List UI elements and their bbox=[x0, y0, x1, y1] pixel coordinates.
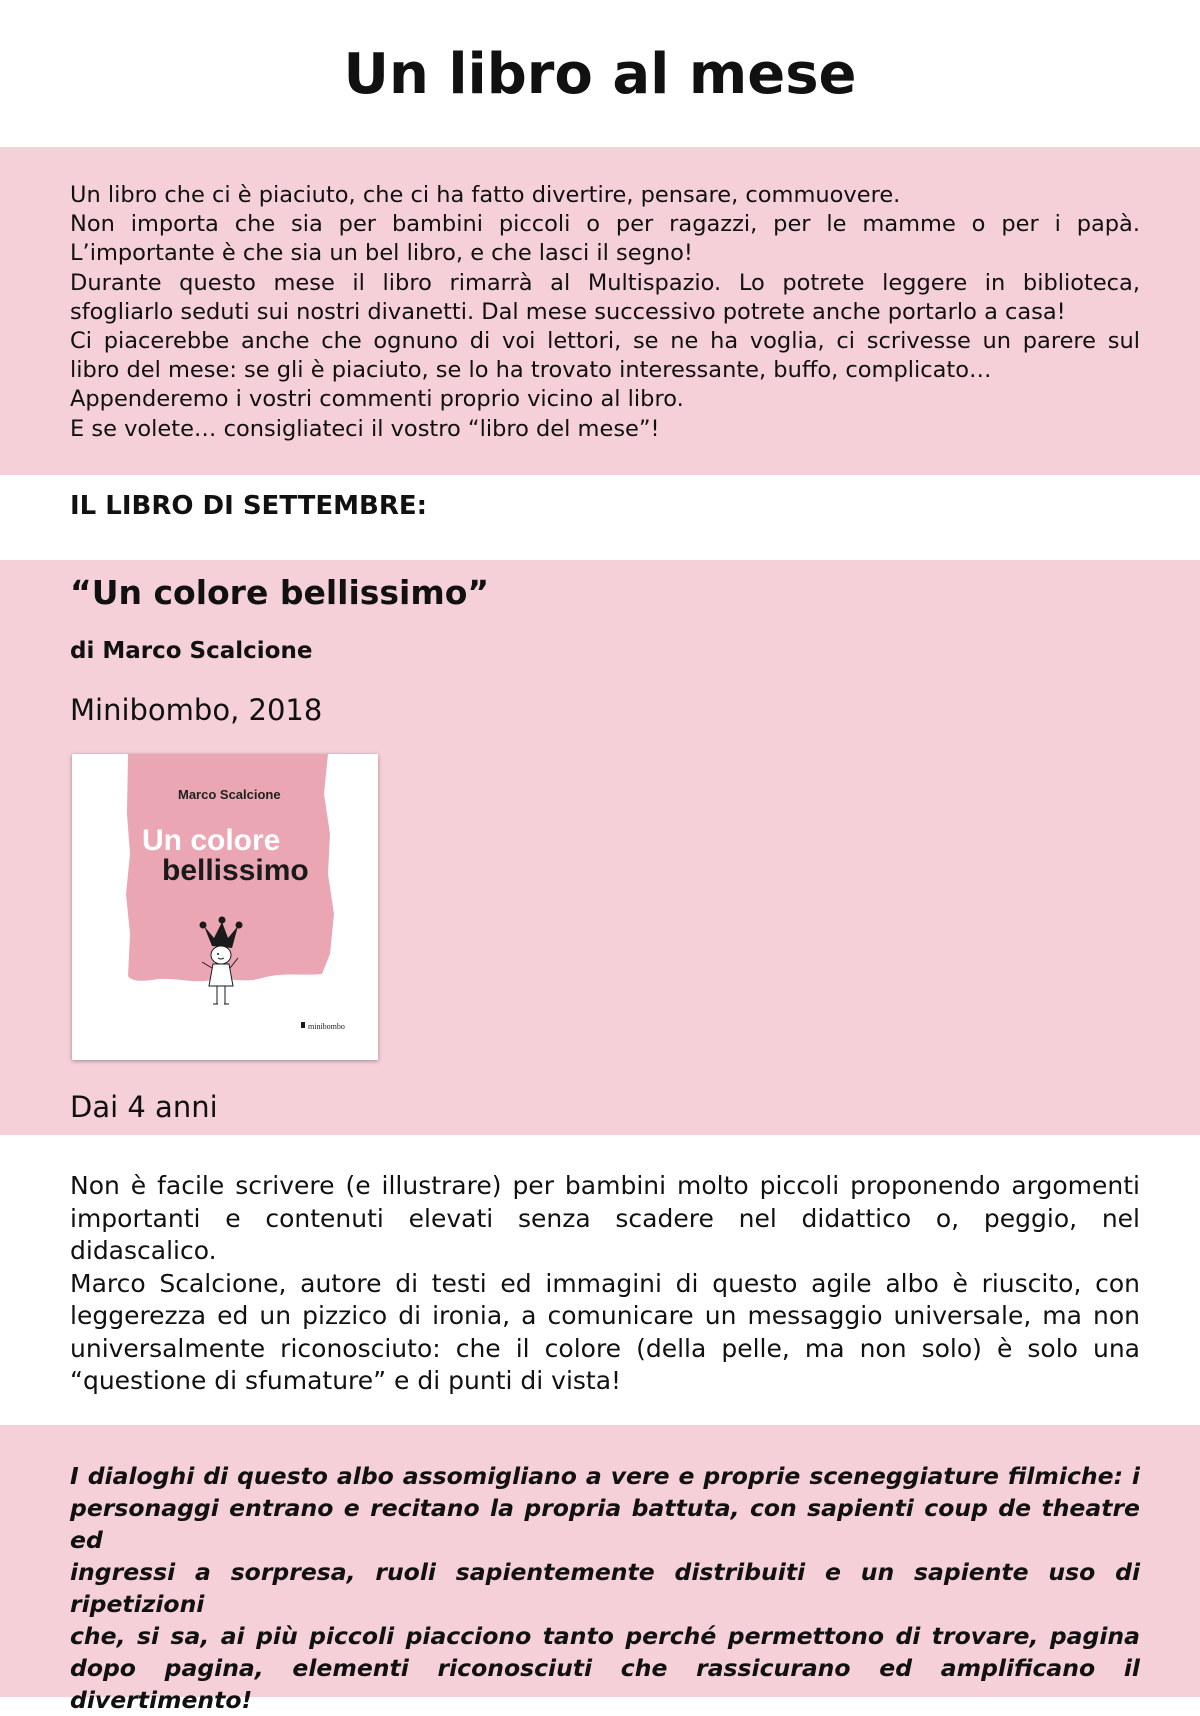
book-title: “Un colore bellissimo” bbox=[70, 573, 490, 612]
cover-publisher: minibombo bbox=[308, 1022, 345, 1031]
intro-line: sfogliarlo seduti sui nostri divanetti. Dal mese successivo potrete anche portarlo a casa! bbox=[70, 298, 1066, 325]
book-publisher-year: Minibombo, 2018 bbox=[70, 693, 323, 727]
review-paragraph bbox=[70, 1170, 1140, 1398]
book-age: Dai 4 anni bbox=[70, 1090, 218, 1124]
intro-line: Appenderemo i vostri commenti proprio vicino al libro. bbox=[70, 386, 684, 413]
intro-line: E se volete… consigliateci il vostro “libro del mese”! bbox=[70, 415, 660, 442]
review-line: universalmente riconosciuto: che il colore (della pelle, ma non solo) è solo una bbox=[70, 1333, 1140, 1363]
review-line: didascalico. bbox=[70, 1236, 217, 1265]
book-author: di Marco Scalcione bbox=[70, 638, 313, 664]
intro-line: L’importante è che sia un bel libro, e che lasci il segno! bbox=[70, 240, 693, 267]
intro-line: Non importa che sia per bambini piccoli o per ragazzi, per le mamme o per i papà. bbox=[70, 211, 1140, 238]
review-line: leggerezza ed un pizzico di ironia, a comunicare un messaggio universale, ma non bbox=[70, 1301, 1140, 1330]
quote-line: I dialoghi di questo albo assomigliano a vere e proprie sceneggiature filmiche: i bbox=[70, 1462, 1140, 1490]
intro-line: Un libro che ci è piaciuto, che ci ha fatto divertire, pensare, commuovere. bbox=[70, 182, 901, 208]
review-line: Marco Scalcione, autore di testi ed immagini di questo agile albo è riuscito, con bbox=[70, 1268, 1140, 1298]
intro-line: libro del mese: se gli è piaciuto, se lo ha trovato interessante, buffo, complicato… bbox=[70, 357, 992, 384]
review-line: “questione di sfumature” e di punti di vista! bbox=[70, 1366, 622, 1395]
quote-line: dopo pagina, elementi riconosciuti che rassicurano ed amplificano il divertimento! bbox=[70, 1654, 1140, 1714]
intro-line: Durante questo mese il libro rimarrà al Multispazio. Lo potrete leggere in biblioteca, bbox=[70, 269, 1140, 296]
book-cover-image bbox=[72, 754, 378, 1060]
intro-paragraph bbox=[70, 181, 1140, 444]
cover-author: Marco Scalcione bbox=[178, 787, 281, 802]
publisher-logo-icon bbox=[301, 1022, 305, 1028]
intro-line: Ci piacerebbe anche che ognuno di voi lettori, se ne ha voglia, ci scrivesse un parere sul bbox=[70, 328, 1140, 355]
review-line: importanti e contenuti elevati senza scadere nel didattico o, peggio, nel bbox=[70, 1203, 1140, 1233]
cover-title bbox=[142, 826, 309, 886]
cover-title-line1: Un colore bbox=[142, 824, 281, 857]
cover-title-line2: bellissimo bbox=[162, 854, 309, 887]
review-line: Non è facile scrivere (e illustrare) per bambini molto piccoli proponendo argomenti bbox=[70, 1171, 1140, 1200]
quote-line: personaggi entrano e recitano la propria battuta, con sapienti coup de theatre ed bbox=[70, 1494, 1140, 1554]
quote-line: che, si sa, ai più piccoli piacciono tanto perché permettono di trovare, pagina bbox=[70, 1622, 1140, 1650]
quote-paragraph bbox=[70, 1460, 1140, 1716]
page-title: Un libro al mese bbox=[343, 42, 857, 107]
month-heading: IL LIBRO DI SETTEMBRE: bbox=[70, 491, 428, 521]
quote-line: ingressi a sorpresa, ruoli sapientemente distribuiti e un sapiente uso di ripetizioni bbox=[70, 1558, 1140, 1618]
